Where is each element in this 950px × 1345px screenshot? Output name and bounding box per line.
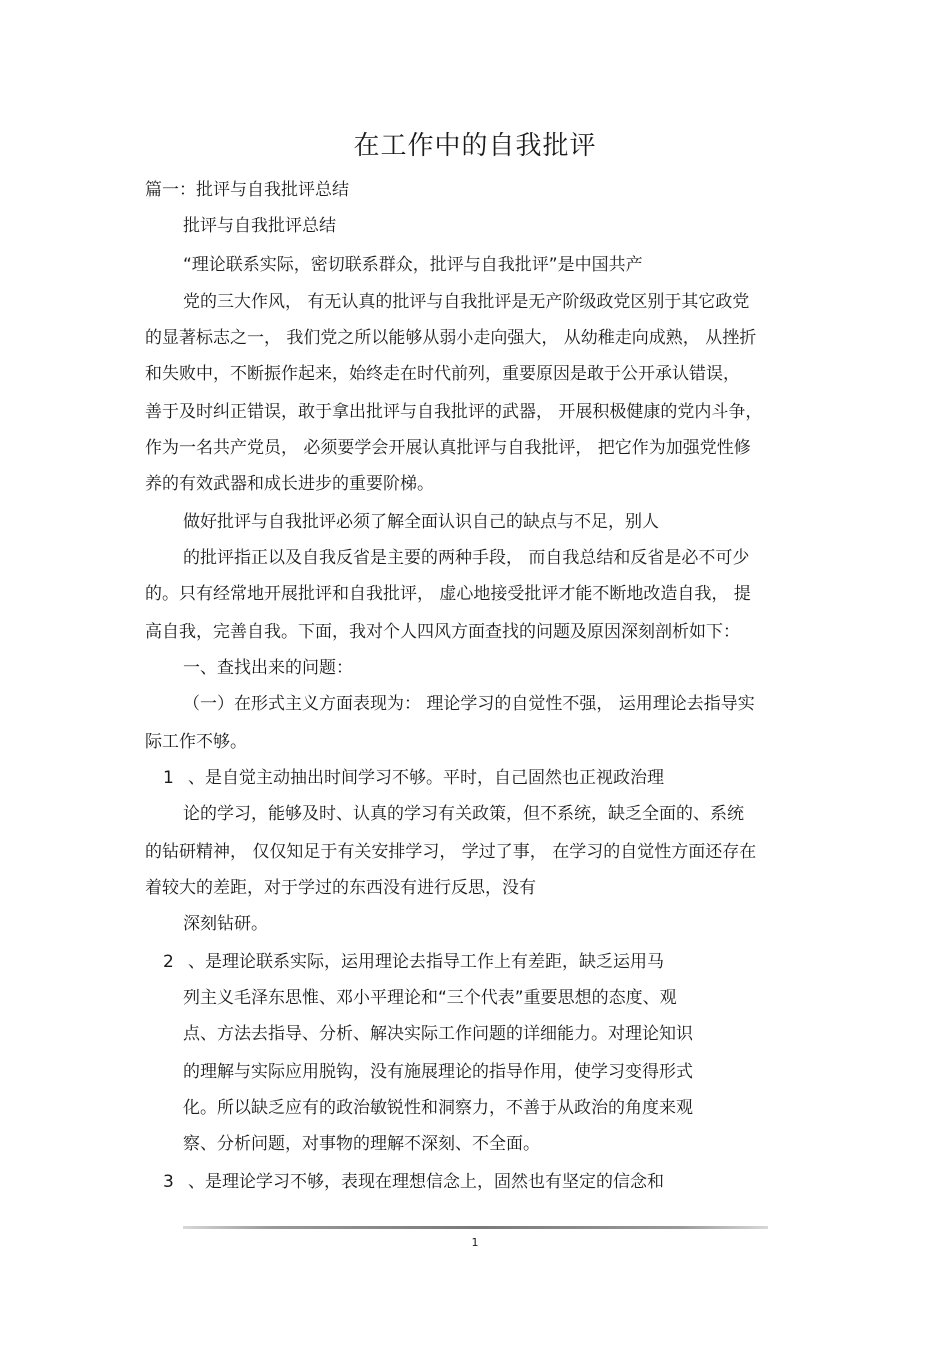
document-title: 在工作中的自我批评 bbox=[353, 131, 597, 161]
paragraph-line: 察、分析问题，对事物的理解不深刻、不全面。 bbox=[183, 1134, 540, 1154]
paragraph-line: （一）在形式主义方面表现为： 理论学习的自觉性不强， 运用理论去指导实 bbox=[183, 694, 755, 714]
paragraph-line: 际工作不够。 bbox=[145, 732, 247, 752]
list-item-number: 1 bbox=[163, 768, 174, 788]
paragraph-line: 的批评指正以及自我反省是主要的两种手段， 而自我总结和反省是必不可少 bbox=[183, 548, 750, 568]
subheading: 批评与自我批评总结 bbox=[183, 216, 336, 236]
paragraph-line: 着较大的差距，对于学过的东西没有进行反思，没有 bbox=[145, 878, 536, 898]
paragraph-line: 化。所以缺乏应有的政治敏锐性和洞察力，不善于从政治的角度来观 bbox=[183, 1098, 693, 1118]
section-heading: 篇一：批评与自我批评总结 bbox=[145, 180, 349, 200]
paragraph-line: 列主义毛泽东思惟、邓小平理论和“三个代表”重要思想的态度、观 bbox=[183, 988, 677, 1008]
paragraph-line: 养的有效武器和成长进步的重要阶梯。 bbox=[145, 474, 434, 494]
paragraph-line: 的钻研精神， 仅仅知足于有关安排学习， 学过了事， 在学习的自觉性方面还存在 bbox=[145, 842, 757, 862]
paragraph-line: 的理解与实际应用脱钩，没有施展理论的指导作用，使学习变得形式 bbox=[183, 1062, 693, 1082]
paragraph-line: 善于及时纠正错误，敢于拿出批评与自我批评的武器， 开展积极健康的党内斗争， bbox=[145, 402, 763, 422]
paragraph-line: 点、方法去指导、分析、解决实际工作问题的详细能力。对理论知识 bbox=[183, 1024, 693, 1044]
paragraph-line: 的。只有经常地开展批评和自我批评， 虚心地接受批评才能不断地改造自我， 提 bbox=[145, 584, 751, 604]
paragraph-line: 高自我，完善自我。下面，我对个人四风方面查找的问题及原因深刻剖析如下： bbox=[145, 622, 740, 642]
list-item-number: 2 bbox=[163, 952, 174, 972]
paragraph-line: 深刻钻研。 bbox=[183, 914, 268, 934]
paragraph-line: 党的三大作风， 有无认真的批评与自我批评是无产阶级政党区别于其它政党 bbox=[183, 292, 750, 312]
page-number: 1 bbox=[471, 1236, 479, 1249]
footer-divider bbox=[183, 1226, 768, 1229]
paragraph-line: “理论联系实际，密切联系群众，批评与自我批评”是中国共产 bbox=[183, 255, 643, 275]
list-item-number: 3 bbox=[163, 1172, 174, 1192]
list-heading: 一、查找出来的问题： bbox=[183, 658, 353, 678]
list-item-line: 、是理论联系实际，运用理论去指导工作上有差距，缺乏运用马 bbox=[188, 952, 664, 972]
paragraph-line: 做好批评与自我批评必须了解全面认识自己的缺点与不足，别人 bbox=[183, 512, 659, 532]
paragraph-line: 和失败中，不断振作起来，始终走在时代前列，重要原因是敢于公开承认错误， bbox=[145, 364, 740, 384]
paragraph-line: 的显著标志之一， 我们党之所以能够从弱小走向强大， 从幼稚走向成熟， 从挫折 bbox=[145, 328, 757, 348]
paragraph-line: 作为一名共产党员， 必须要学会开展认真批评与自我批评， 把它作为加强党性修 bbox=[145, 438, 751, 458]
paragraph-line: 论的学习，能够及时、认真的学习有关政策，但不系统，缺乏全面的、系统 bbox=[183, 804, 744, 824]
list-item-line: 、是理论学习不够，表现在理想信念上，固然也有坚定的信念和 bbox=[188, 1172, 664, 1192]
list-item-line: 、是自觉主动抽出时间学习不够。平时，自己固然也正视政治理 bbox=[188, 768, 664, 788]
